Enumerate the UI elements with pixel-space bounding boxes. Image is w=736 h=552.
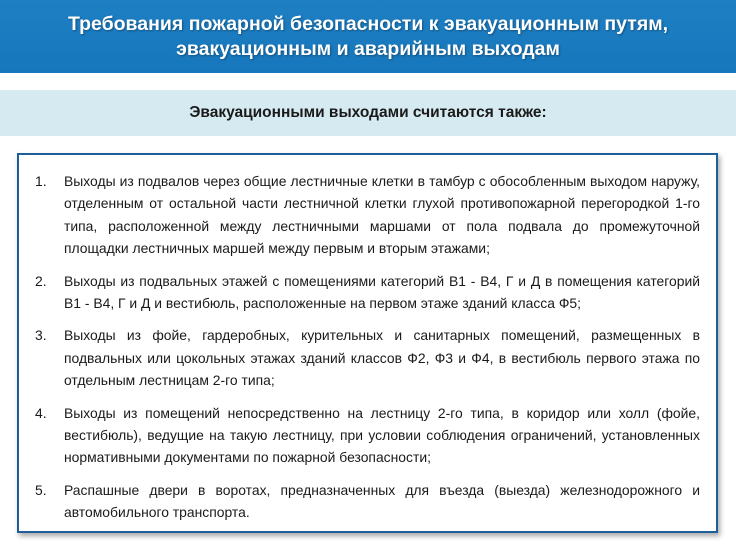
header-title-line-1: Требования пожарной безопасности к эвакуационным путям,: [67, 13, 669, 35]
requirements-box: [17, 153, 718, 533]
list-item-number: 3.: [35, 327, 47, 344]
list-item-text: Выходы из подвалов через общие лестничные клетки в тамбур с обособленным выходом наружу, отделенным от остальной части лестничной клетки глухой противопожарной перегородкой 1-го типа, расположенной между лестничными маршами от пола подвала до промежуточной площадки лестничных маршей между первым и вторым этажами;: [64, 173, 700, 257]
list-item: [35, 270, 700, 315]
list-item: [35, 402, 700, 469]
requirements-list: [35, 170, 700, 524]
list-item: [35, 479, 700, 524]
list-item-number: 5.: [35, 481, 47, 498]
list-item: [35, 170, 700, 260]
list-item-number: 4.: [35, 404, 47, 421]
list-item-text: Выходы из фойе, гардеробных, курительных и санитарных помещений, размещенных в подвальных или цокольных этажах зданий классов Ф2, Ф3 и Ф4, в вестибюль первого этажа по отдельным лестницам 2-го типа;: [64, 327, 700, 389]
section-subtitle: Эвакуационными выходами считаются также:: [0, 90, 736, 136]
list-item-text: Выходы из помещений непосредственно на лестницу 2-го типа, в коридор или холл (фойе, вестибюль), ведущие на такую лестницу, при условии соблюдения ограничений, установленных нормативными документами по пожарной безопасности;: [64, 404, 700, 466]
list-item-number: 1.: [35, 173, 47, 189]
slide-header: [0, 0, 736, 73]
list-item-number: 2.: [35, 272, 47, 289]
list-item-text: Распашные двери в воротах, предназначенных для въезда (выезда) железнодорожного и автомобильного транспорта.: [64, 481, 700, 521]
header-title-line-2: эвакуационным и аварийным выходам: [176, 38, 560, 60]
list-item: [35, 324, 700, 391]
list-item-text: Выходы из подвальных этажей с помещениями категорий В1 - В4, Г и Д в помещения категорий В1 - В4, Г и Д и вестибюль, расположенные на первом этаже зданий класса Ф5;: [64, 272, 700, 312]
